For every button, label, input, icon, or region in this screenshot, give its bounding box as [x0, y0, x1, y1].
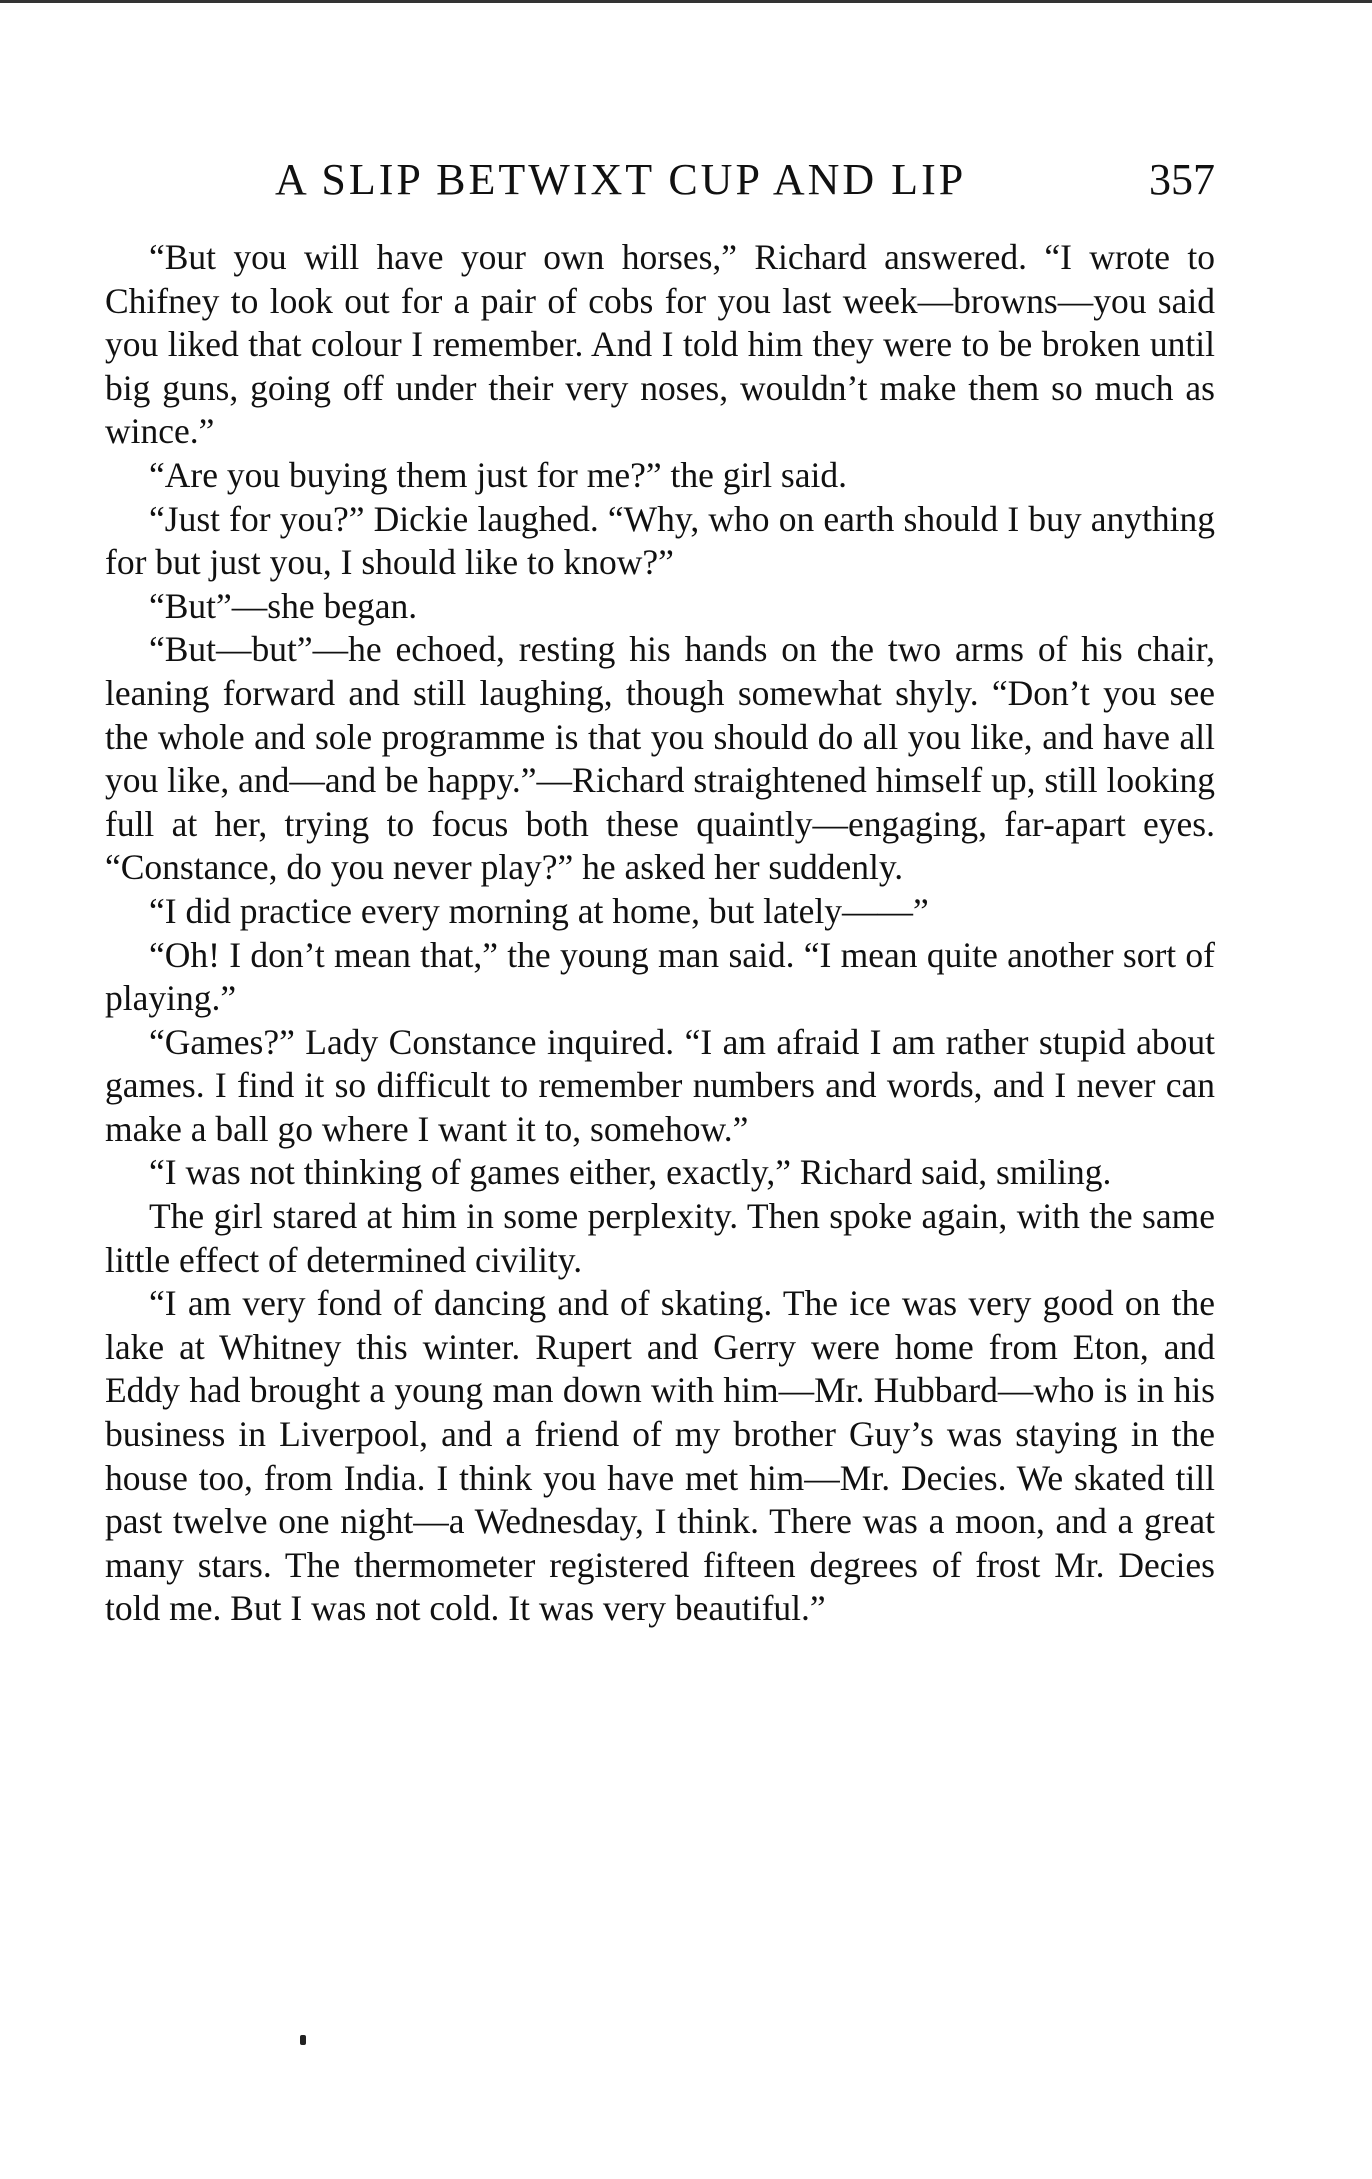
- paragraph: “But you will have your own horses,” Richard answered. “I wrote to Chifney to look out for a pair of cobs for you last week—browns—you said you liked that colour I remember. And I told him they were to be broken until big guns, going off under their very noses, wouldn’t make them so much as wince.”: [105, 237, 1215, 452]
- paragraph: “I was not thinking of games either, exactly,” Richard said, smiling.: [149, 1152, 1112, 1193]
- paragraph: “Are you buying them just for me?” the girl said.: [149, 454, 847, 495]
- paragraph: “Just for you?” Dickie laughed. “Why, who on earth should I buy anything for but just you, I should like to know?”: [105, 498, 1215, 583]
- top-border-rule: [0, 0, 1372, 3]
- paragraph: The girl stared at him in some perplexity. Then spoke again, with the same little effect of determined civility.: [105, 1196, 1215, 1280]
- page-number: 357: [1149, 155, 1215, 204]
- body-text: [105, 236, 1215, 1631]
- running-head: A SLIP BETWIXT CUP AND LIP: [275, 155, 967, 204]
- paragraph: “But”—she began.: [149, 585, 418, 626]
- paragraph: “I did practice every morning at home, but lately——”: [149, 890, 929, 931]
- ink-mark: [300, 2035, 306, 2045]
- page-header: [105, 150, 1215, 210]
- paragraph: “I am very fond of dancing and of skating. The ice was very good on the lake at Whitney this winter. Rupert and Gerry were home from Eton, and Eddy had brought a young man down with him—Mr. Hubbard—who is in his business in Liverpool, and a friend of my brother Guy’s was staying in the house too, from India. I think you have met him—Mr. Decies. We skated till past twelve one night—a Wednesday, I think. There was a moon, and a great many stars. The thermometer registered fifteen degrees of frost Mr. Decies told me. But I was not cold. It was very beautiful.”: [105, 1283, 1215, 1629]
- paragraph: “But—but”—he echoed, resting his hands on the two arms of his chair, leaning forward and still laughing, though somewhat shyly. “Don’t you see the whole and sole programme is that you should do all you like, and have all you like, and—and be happy.”—Richard straightened himself up, still looking full at her, trying to focus both these quaintly—engaging, far-apart eyes. “Constance, do you never play?” he asked her suddenly.: [105, 629, 1215, 888]
- paragraph: “Games?” Lady Constance inquired. “I am afraid I am rather stupid about games. I find it so difficult to remember numbers and words, and I never can make a ball go where I want it to, somehow.”: [105, 1021, 1215, 1149]
- paragraph: “Oh! I don’t mean that,” the young man said. “I mean quite another sort of playing.”: [105, 934, 1215, 1019]
